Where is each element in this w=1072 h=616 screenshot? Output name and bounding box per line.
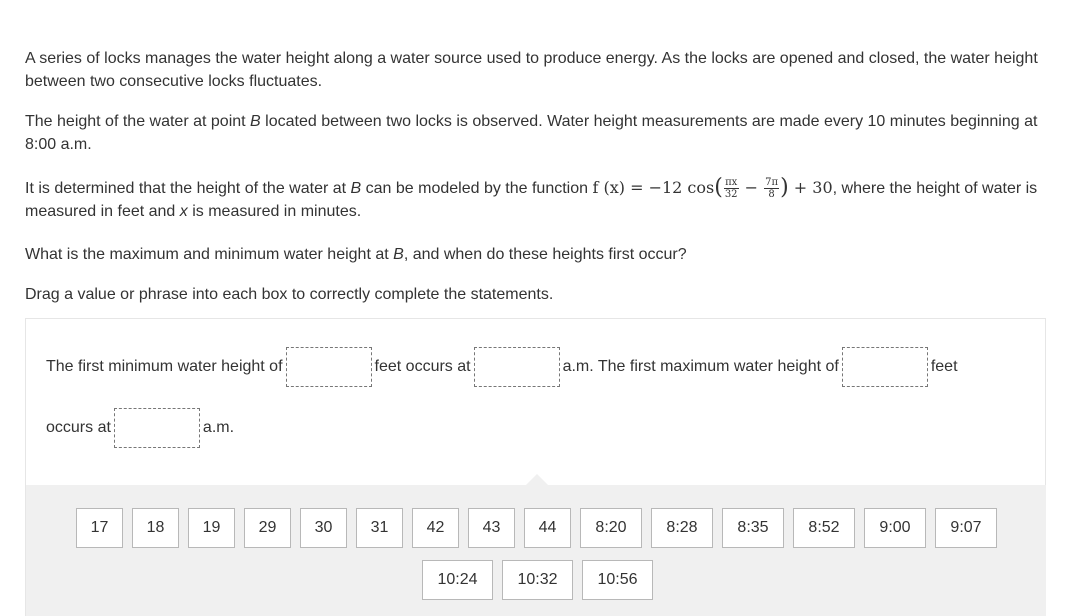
tile-30[interactable]: 30 [300, 508, 347, 548]
tile-8-20[interactable]: 8:20 [580, 508, 642, 548]
bank-pointer [526, 474, 548, 485]
drop-box-min-height[interactable] [286, 347, 372, 387]
statement-text-6: a.m. [202, 419, 235, 436]
tile-8-35[interactable]: 8:35 [722, 508, 784, 548]
statement-line-2 [46, 408, 234, 448]
tile-row-1 [76, 508, 997, 548]
tile-43[interactable]: 43 [468, 508, 515, 548]
tile-42[interactable]: 42 [412, 508, 459, 548]
tile-10-24[interactable]: 10:24 [422, 560, 493, 600]
statement-text-3: a.m. The first maximum water height of [562, 358, 839, 375]
tile-8-52[interactable]: 8:52 [793, 508, 855, 548]
prompt-paragraph-1: A series of locks manages the water height along a water source used to produce energy. As the locks are opened and closed, the water height between two consecutive locks fluctuates. [25, 50, 1038, 90]
prompt-instructions: Drag a value or phrase into each box to correctly complete the statements. [25, 286, 554, 303]
tile-10-56[interactable]: 10:56 [582, 560, 653, 600]
statement-line-1 [46, 347, 958, 387]
function-formula: f (x) = −12 cos( $\frac{\pi x}{32}$ − $\frac{7\pi}{8}$ ) + 30 [592, 175, 833, 200]
tile-19[interactable]: 19 [188, 508, 235, 548]
statement-text-4: feet [930, 358, 958, 375]
statement-text-1: The first minimum water height of [46, 358, 283, 375]
drop-box-min-time[interactable] [474, 347, 560, 387]
tile-29[interactable]: 29 [244, 508, 291, 548]
drop-box-max-time[interactable] [114, 408, 200, 448]
drop-box-max-height[interactable] [842, 347, 928, 387]
tile-row-2 [422, 560, 653, 600]
tile-9-00[interactable]: 9:00 [864, 508, 926, 548]
tile-8-28[interactable]: 8:28 [651, 508, 713, 548]
tile-44[interactable]: 44 [524, 508, 571, 548]
tile-18[interactable]: 18 [132, 508, 179, 548]
tile-31[interactable]: 31 [356, 508, 403, 548]
tile-9-07[interactable]: 9:07 [935, 508, 997, 548]
statement-text-5: occurs at [46, 419, 111, 436]
prompt-paragraph-2: The height of the water at point B located between two locks is observed. Water height measurements are made every 10 minutes beginning at 8:00 a.m. [25, 113, 1038, 153]
prompt-paragraph-4: What is the maximum and minimum water height at B, and when do these heights first occur? [25, 246, 687, 263]
tile-10-32[interactable]: 10:32 [502, 560, 573, 600]
prompt-paragraph-3: It is determined that the height of the water at B can be modeled by the function f (x) = −12 cos( $\frac{\pi x}{32}$ − $\frac{7\pi}{8}$ ) + 30, where the height of water is measured in feet and x is measured in minutes. [25, 175, 1038, 220]
tile-17[interactable]: 17 [76, 508, 123, 548]
statement-text-2: feet occurs at [374, 358, 471, 375]
